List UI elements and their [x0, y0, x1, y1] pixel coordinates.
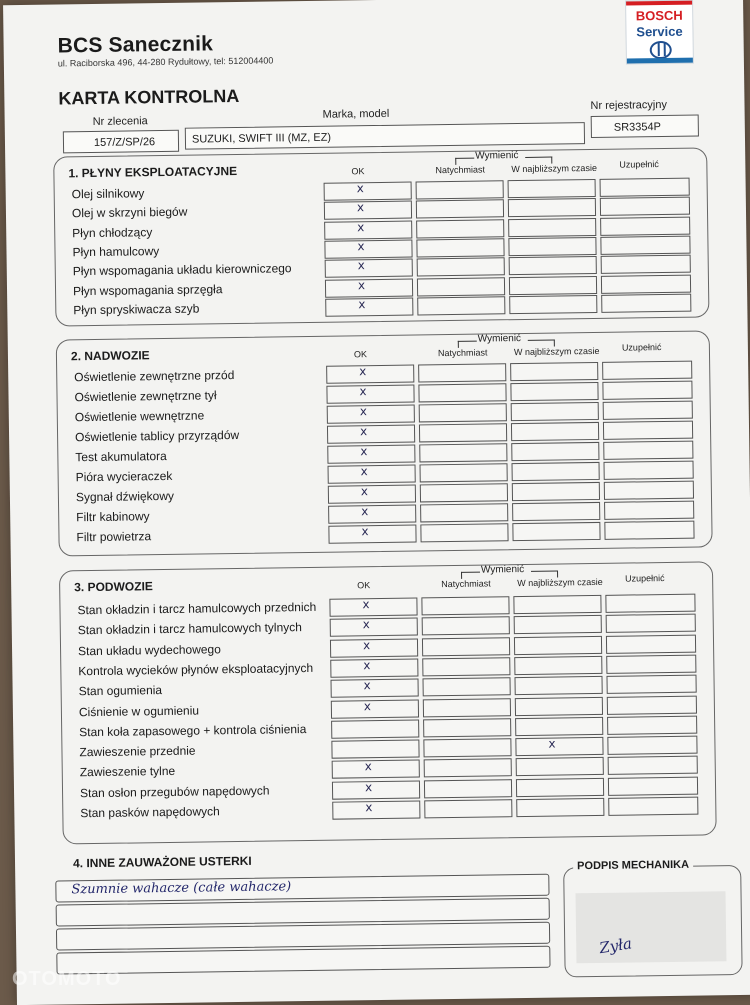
checkbox-cell[interactable]	[511, 462, 599, 481]
checkbox-cell[interactable]	[607, 695, 697, 714]
checkbox-cell[interactable]	[325, 259, 413, 278]
row-label: Stan ogumienia	[78, 683, 163, 699]
checkbox-cell[interactable]	[327, 425, 415, 444]
checkbox-cell[interactable]	[331, 699, 419, 718]
check-mark: x	[357, 277, 366, 292]
checkbox-cell[interactable]	[606, 614, 696, 633]
checkbox-cell[interactable]	[509, 256, 597, 275]
checkbox-cell[interactable]	[601, 274, 691, 293]
replace-bracket-left	[458, 341, 477, 348]
col-immediately: Natychmiast	[441, 578, 491, 590]
row-label: Filtr kabinowy	[76, 509, 150, 525]
checkbox-cell[interactable]	[601, 255, 691, 274]
check-mark: x	[360, 464, 368, 479]
check-mark: x	[356, 200, 365, 215]
checkbox-cell[interactable]	[418, 383, 506, 402]
checkbox-cell[interactable]	[420, 483, 508, 502]
checkbox-cell[interactable]	[516, 757, 604, 776]
check-mark: x	[548, 736, 556, 751]
checkbox-cell[interactable]	[331, 719, 419, 738]
checkbox-cell[interactable]	[417, 296, 505, 315]
checkbox-cell[interactable]	[606, 675, 696, 694]
checkbox-cell[interactable]	[328, 465, 416, 484]
row-label: Płyn hamulcowy	[72, 243, 160, 260]
row-label: Filtr powietrza	[76, 529, 152, 545]
col-top-up: Uzupełnić	[619, 159, 659, 170]
checkbox-cell[interactable]	[328, 524, 416, 543]
row-label: Płyn wspomagania sprzęgła	[72, 281, 223, 298]
checkbox-cell[interactable]	[606, 654, 696, 673]
checkbox-cell[interactable]	[601, 293, 691, 312]
mechanic-signature: Zyła	[598, 934, 634, 958]
checkbox-cell[interactable]	[600, 197, 690, 216]
checkbox-cell[interactable]	[515, 717, 603, 736]
company-address: ul. Raciborska 496, 44-280 Rydułtowy, tel: 512004400	[57, 55, 274, 69]
row-label: Stan osłon przegubów napędowych	[79, 783, 270, 800]
col-soon: W najbliższym czasie	[511, 162, 597, 175]
check-mark: x	[364, 759, 372, 774]
row-label: Oświetlenie zewnętrzne przód	[74, 368, 235, 385]
checkbox-cell[interactable]	[512, 502, 600, 521]
checkbox-cell[interactable]	[330, 618, 418, 637]
checkbox-cell[interactable]	[607, 715, 697, 734]
check-mark: x	[357, 258, 365, 273]
check-mark: x	[362, 617, 370, 632]
checkbox-cell[interactable]	[326, 385, 414, 404]
checkbox-cell[interactable]	[324, 220, 412, 239]
checkbox-cell[interactable]	[514, 676, 602, 695]
checkbox-cell[interactable]	[604, 481, 694, 500]
checkbox-cell[interactable]	[420, 523, 508, 542]
row-label: Zawieszenie przednie	[79, 743, 196, 760]
checkbox-cell[interactable]	[324, 239, 412, 258]
checkbox-cell[interactable]	[508, 218, 596, 237]
logo-brand: BOSCH	[635, 7, 683, 24]
check-mark: x	[361, 524, 369, 539]
checkbox-cell[interactable]	[516, 778, 604, 797]
checkbox-cell[interactable]	[327, 405, 415, 424]
checkbox-cell[interactable]	[511, 402, 599, 421]
checkbox-cell[interactable]	[603, 421, 693, 440]
check-mark: x	[364, 779, 373, 794]
checkbox-cell[interactable]	[508, 198, 596, 217]
checkbox-cell[interactable]	[514, 636, 602, 655]
checkbox-cell[interactable]	[603, 441, 693, 460]
checkbox-cell[interactable]	[510, 362, 598, 381]
row-label: Zawieszenie tylne	[79, 764, 176, 780]
checkbox-cell[interactable]	[327, 445, 415, 464]
checkbox-cell[interactable]	[603, 461, 693, 480]
section-title: 1. PŁYNY EKSPLOATACYJNE	[65, 164, 240, 180]
row-label: Płyn wspomagania układu kierowniczego	[72, 261, 292, 279]
checkbox-cell[interactable]	[328, 484, 416, 503]
checkbox-cell[interactable]	[325, 297, 413, 316]
checkbox-cell[interactable]	[516, 798, 604, 817]
check-mark: x	[361, 504, 369, 519]
checkbox-cell[interactable]	[512, 482, 600, 501]
checkbox-cell[interactable]	[332, 800, 420, 819]
otomoto-watermark: OTOMOTO	[12, 968, 122, 990]
registration-field[interactable]: SR3354P	[591, 115, 699, 139]
checkbox-cell[interactable]	[509, 295, 597, 314]
registration-label: Nr rejestracyjny	[590, 98, 668, 113]
checkbox-cell[interactable]	[513, 595, 601, 614]
checkbox-cell[interactable]	[600, 236, 690, 255]
checkbox-cell[interactable]	[326, 365, 414, 384]
checkbox-cell[interactable]	[416, 238, 504, 257]
check-mark: x	[359, 364, 367, 379]
bosch-service-logo	[625, 0, 694, 65]
checkbox-cell[interactable]	[602, 361, 692, 380]
check-mark: x	[363, 698, 372, 713]
row-label: Stan okładzin i tarcz hamulcowych tylnych	[77, 620, 302, 638]
checkbox-cell[interactable]	[324, 182, 412, 201]
row-label: Oświetlenie zewnętrzne tył	[74, 388, 217, 405]
checkbox-cell[interactable]	[604, 521, 694, 540]
checkbox-cell[interactable]	[511, 442, 599, 461]
defect-line[interactable]	[56, 946, 550, 975]
section-title: 3. PODWOZIE	[71, 579, 156, 594]
checkbox-cell[interactable]	[417, 277, 505, 296]
row-label: Płyn spryskiwacza szyb	[73, 301, 200, 318]
col-replace: Wymienić	[480, 563, 525, 576]
checkbox-cell[interactable]	[423, 718, 511, 737]
row-label: Kontrola wycieków płynów eksploatacyjnych	[78, 660, 314, 679]
row-label: Oświetlenie tablicy przyrządów	[74, 427, 240, 445]
col-soon: W najbliższym czasie	[513, 345, 600, 358]
col-immediately: Natychmiast	[437, 347, 488, 359]
checkbox-cell[interactable]	[608, 797, 698, 816]
replace-bracket-right	[528, 340, 555, 347]
col-ok: OK	[357, 580, 371, 591]
checkbox-cell[interactable]	[608, 756, 698, 775]
check-mark: x	[365, 800, 373, 815]
checkbox-cell[interactable]	[605, 594, 695, 613]
checkbox-cell[interactable]	[515, 737, 603, 756]
row-label: Test akumulatora	[75, 448, 167, 465]
checkbox-cell[interactable]	[607, 736, 697, 755]
row-label: Stan okładzin i tarcz hamulcowych przednich	[77, 599, 317, 618]
checkbox-cell[interactable]	[510, 382, 598, 401]
row-label: Olej silnikowy	[71, 186, 145, 202]
checkbox-cell[interactable]	[331, 740, 419, 759]
row-label: Płyn chłodzący	[72, 224, 153, 240]
logo-service: Service	[636, 23, 683, 40]
checkbox-cell[interactable]	[332, 760, 420, 779]
checkbox-cell[interactable]	[331, 679, 419, 698]
checkbox-cell[interactable]	[508, 179, 596, 198]
checkbox-cell[interactable]	[419, 403, 507, 422]
section4-title: 4. INNE ZAUWAŻONE USTERKI	[72, 853, 252, 871]
section-title: 2. NADWOZIE	[68, 348, 153, 363]
row-label: Oświetlenie wewnętrzne	[74, 408, 205, 425]
signature-area[interactable]	[576, 891, 727, 963]
check-mark: x	[362, 637, 371, 652]
check-mark: x	[358, 296, 366, 312]
checkbox-cell[interactable]	[416, 200, 504, 219]
checkbox-cell[interactable]	[416, 219, 504, 238]
order-number-field[interactable]: 157/Z/SP/26	[63, 130, 179, 154]
checkbox-cell[interactable]	[329, 597, 417, 616]
signature-title: PODPIS MECHANIKA	[573, 859, 693, 873]
checkbox-cell[interactable]	[422, 677, 510, 696]
checkbox-cell[interactable]	[422, 657, 510, 676]
replace-bracket-left	[461, 572, 480, 579]
check-mark: x	[359, 384, 367, 399]
checkbox-cell[interactable]	[508, 237, 596, 256]
checkbox-cell[interactable]	[324, 201, 412, 220]
row-label: Stan układu wydechowego	[77, 641, 221, 658]
checkbox-cell[interactable]	[422, 637, 510, 656]
checkbox-cell[interactable]	[330, 658, 418, 677]
col-immediately: Natychmiast	[435, 164, 485, 176]
row-label: Sygnał dźwiękowy	[75, 488, 175, 505]
checkbox-cell[interactable]	[515, 696, 603, 715]
check-mark: x	[363, 658, 371, 673]
checkbox-cell[interactable]	[422, 616, 510, 635]
checkbox-cell[interactable]	[332, 780, 420, 799]
checkbox-cell[interactable]	[423, 698, 511, 717]
check-mark: x	[360, 484, 369, 499]
checkbox-cell[interactable]	[420, 503, 508, 522]
checkbox-cell[interactable]	[420, 463, 508, 482]
checkbox-cell[interactable]	[509, 275, 597, 294]
make-model-field[interactable]: SUZUKI, SWIFT III (MZ, EZ)	[185, 122, 585, 150]
check-mark: x	[356, 181, 364, 196]
checkbox-cell[interactable]	[600, 178, 690, 197]
checkbox-cell[interactable]	[606, 634, 696, 653]
replace-bracket-right	[525, 157, 552, 164]
checkbox-cell[interactable]	[424, 759, 512, 778]
row-label: Pióra wycieraczek	[75, 468, 173, 485]
checkbox-cell[interactable]	[514, 615, 602, 634]
row-label: Ciśnienie w ogumieniu	[78, 703, 200, 719]
col-top-up: Uzupełnić	[625, 573, 665, 584]
check-mark: x	[360, 444, 368, 459]
check-mark: x	[357, 239, 365, 254]
col-replace: Wymienić	[475, 150, 519, 162]
row-label: Stan koła zapasowego + kontrola ciśnienia	[79, 721, 307, 740]
col-replace: Wymienić	[477, 333, 522, 345]
checkbox-cell[interactable]	[512, 522, 600, 541]
checkbox-cell[interactable]	[419, 423, 507, 442]
checkbox-cell[interactable]	[325, 278, 413, 297]
col-soon: W najbliższym czasie	[517, 576, 603, 589]
checkbox-cell[interactable]	[511, 422, 599, 441]
checkbox-cell[interactable]	[419, 443, 507, 462]
checkbox-cell[interactable]	[424, 779, 512, 798]
order-number-label: Nr zlecenia	[92, 115, 148, 128]
bosch-armature-icon	[650, 41, 672, 59]
make-model-label: Marka, model	[322, 107, 390, 121]
col-top-up: Uzupełnić	[621, 342, 662, 353]
check-mark: x	[357, 219, 365, 234]
checkbox-cell[interactable]	[421, 596, 509, 615]
checkbox-cell[interactable]	[423, 738, 511, 757]
col-ok: OK	[353, 349, 368, 360]
checkbox-cell[interactable]	[603, 401, 693, 420]
defect-text: Szumnie wahacze (całe wahacze)	[71, 879, 292, 898]
inspection-card	[3, 0, 750, 1005]
checkbox-cell[interactable]	[418, 363, 506, 382]
checkbox-cell[interactable]	[608, 776, 698, 795]
checkbox-cell[interactable]	[330, 638, 418, 657]
checkbox-cell[interactable]	[416, 180, 504, 199]
replace-bracket-left	[455, 158, 474, 165]
checkbox-cell[interactable]	[328, 504, 416, 523]
checkbox-cell[interactable]	[604, 501, 694, 520]
row-label: Olej w skrzyni biegów	[71, 204, 188, 221]
checkbox-cell[interactable]	[424, 799, 512, 818]
row-label: Stan pasków napędowych	[80, 804, 220, 821]
checkbox-cell[interactable]	[417, 257, 505, 276]
checkbox-cell[interactable]	[514, 656, 602, 675]
check-mark: x	[359, 404, 367, 419]
check-mark: x	[363, 678, 371, 693]
checkbox-cell[interactable]	[600, 216, 690, 235]
page-title: KARTA KONTROLNA	[58, 85, 240, 109]
check-mark: x	[362, 597, 370, 612]
col-ok: OK	[351, 166, 365, 177]
check-mark: x	[359, 424, 368, 439]
replace-bracket-right	[531, 571, 558, 578]
company-name: BCS Sanecznik	[57, 32, 214, 58]
checkbox-cell[interactable]	[602, 381, 692, 400]
